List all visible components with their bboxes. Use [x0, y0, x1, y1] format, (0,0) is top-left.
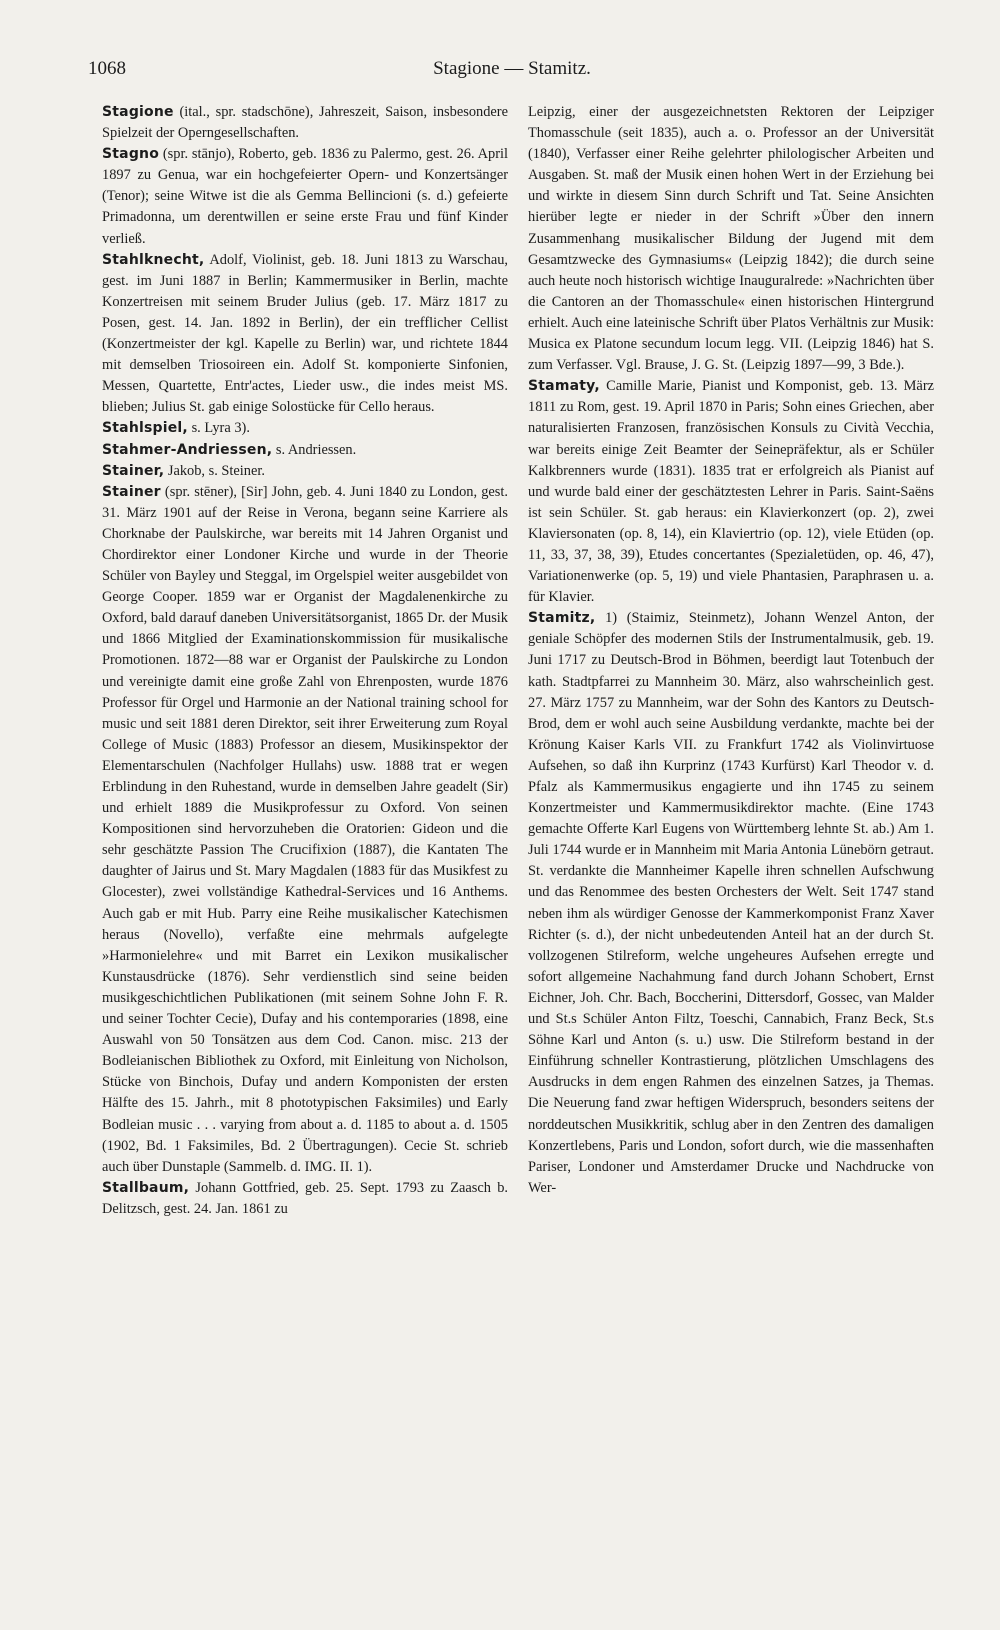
dictionary-entry: [102, 482, 508, 1178]
entry-headword: Stamaty,: [528, 378, 600, 395]
entry-headword: Stahlspiel,: [102, 420, 188, 437]
dictionary-entry: [528, 102, 934, 376]
dictionary-entry: [528, 376, 934, 608]
entry-text: (ital., spr. stadschōne), Jahreszeit, Saison, insbesondere Spielzeit der Operngesellschaften.: [102, 104, 508, 142]
entry-text: (spr. stānjo), Roberto, geb. 1836 zu Palermo, gest. 26. April 1897 zu Genua, war ein hochgefeierter Opern- und Konzertsänger (Tenor); seine Witwe ist die als Gemma Bellincioni (s. d.) gefeierte Primadonna, um derentwillen er seine erste Frau und fünf Kinder verließ.: [102, 146, 508, 247]
entry-headword: Stainer: [102, 483, 161, 500]
entry-text: s. Lyra 3).: [187, 420, 250, 437]
page-number: 1068: [88, 58, 126, 79]
entry-text: Camille Marie, Pianist und Komponist, geb. 13. März 1811 zu Rom, gest. 19. April 1870 in Paris; Sohn eines Griechen, aber naturalisierten Franzosen, französischen Konsuls zu Cività Vecchia, war bereits einige Zeit Beamter der Seinepräfektur, als er Schüler Kalkbrenners wurde (1831). 1835 trat er erfolgreich als Pianist auf und wurde bald einer der geschätztesten Lehrer in Paris. Saint-Saëns ist sein Schüler. St. gab heraus: ein Klavierkonzert (op. 2), zwei Klaviersonaten (op. 8, 14), ein Klaviertrio (op. 12), viele Etüden (op. 11, 33, 37, 38, 39), Etudes concertantes (Spezialetüden, op. 46, 47), Variationenwerke (op. 5, 19) und viele Phantasien, Paraphrasen u. a. für Klavier.: [528, 378, 934, 606]
dictionary-entry: [528, 608, 934, 1199]
dictionary-entry: [102, 440, 508, 461]
entry-text: (spr. stēner), [Sir] John, geb. 4. Juni 1840 zu London, gest. 31. März 1901 auf der Reise in Verona, begann seine Karriere als Chorknabe der Paulskirche, war bereits mit 14 Jahren Organist und Chordirektor einer Londoner Kirche und wurde in der Theorie Schüler von Bayley und Steggal, im Orgelspiel weiter ausgebildet von George Cooper. 1859 war er Organist der Magdalenenkirche zu Oxford, bald darauf daneben Universitätsorganist, 1865 Dr. der Musik und 1866 Mitglied der Examinationskommission für musikalische Promotionen. 1872—88 war er Organist der Paulskirche zu London und vereinigte damit eine große Zahl von Ehrenposten, wurde 1876 Professor für Orgel und Harmonie an der National training school for music und seit 1881 deren Direktor, seit ihrer Erweiterung zum Royal College of Music (1883) Professor an diesem, Musikinspektor der Elementarschulen (Nachfolger Hullahs) usw. 1888 trat er wegen Erblindung in den Ruhestand, wurde in demselben Jahre geadelt (Sir) und erhielt 1889 die Musikprofessur zu Oxford. Von seinen Kompositionen sind hervorzuheben die Oratorien: Gideon und die sehr geschätzte Passion The Crucifixion (1887), die Kantaten The daughter of Jairus und St. Mary Magdalen (1883 für das Musikfest zu Glocester), zwei vollständige Kathedral-Services und 16 Anthems. Auch gab er mit Hub. Parry eine Reihe musikalischer Katechismen heraus (Novello), verfaßte eine mehrmals aufgelegte »Harmonielehre« und mit Barret ein Lexikon musikalischer Kunstausdrücke (1876). Sehr verdienstlich sind seine beiden musikgeschichtlichen Publikationen (mit seinem Sohne John F. R. und seiner Tochter Cecie), Dufay and his contemporaries (1898, eine Auswahl von 50 Tonsätzen aus dem Cod. Canon. misc. 213 der Bodleianischen Bibliothek zu Oxford, mit Einleitung von Nicholson, Stücke von Binchois, Dufay und andern Komponisten der ersten Hälfte des 15. Jahrh., mit 8 phototypischen Faksimiles) und Early Bodleian music . . . varying from about a. d. 1185 to about a. d. 1505 (1902, Bd. 1 Faksimiles, Bd. 2 Übertragungen). Cecie St. schrieb auch über Dunstaple (Sammelb. d. IMG. II. 1).: [102, 483, 508, 1175]
entry-text: Leipzig, einer der ausgezeichnetsten Rektoren der Leipziger Thomasschule (seit 1835), auch a. o. Professor an der Universität (1840), Verfasser einer Reihe gelehrter philologischer Arbeiten und Ausgaben. St. maß der Musik einen hohen Wert in der Erziehung bei und wirkte in diesem Sinn durch Schrift und Tat. Seine Ansichten hierüber legte er nieder in der Schrift »Über den innern Zusammenhang musikalischer Bildung der Jugend mit dem Gesamtzwecke des Gymnasiums« (Leipzig 1842); die durch seine auch heute noch historisch wichtige Inauguralrede: »Nachrichten über die Cantoren an der Thomasschule« einen historischen Hintergrund erhielt. Auch eine lateinische Schrift über Platos Verhältnis zur Musik: Musica ex Platone secundum locum legg. VII. (Leipzig 1846) hat S. zum Verfasser. Vgl. Brause, J. G. St. (Leipzig 1897—99, 3 Bde.).: [528, 104, 934, 374]
entry-headword: Stahmer-Andriessen,: [102, 441, 273, 458]
entry-headword: Stallbaum,: [102, 1179, 190, 1196]
entry-text: Jakob, s. Steiner.: [164, 462, 265, 479]
dictionary-entry: [102, 144, 508, 249]
dictionary-entry: [102, 102, 508, 144]
dictionary-entry: [102, 250, 508, 419]
entry-text: s. Andriessen.: [272, 441, 357, 458]
entry-headword: Stagione: [102, 104, 174, 120]
dictionary-entry: [102, 461, 508, 482]
running-title: Stagione — Stamitz.: [433, 58, 591, 79]
right-column: [528, 102, 934, 1199]
running-header: [88, 58, 936, 88]
entry-headword: Stahlknecht,: [102, 251, 205, 268]
dictionary-entry: [102, 418, 508, 439]
dictionary-entry: [102, 1178, 508, 1220]
entry-headword: Stamitz,: [528, 610, 596, 627]
entry-text: 1) (Staimiz, Steinmetz), Johann Wenzel Anton, der geniale Schöpfer des modernen Stils der Instrumentalmusik, geb. 19. Juni 1717 zu Deutsch-Brod in Böhmen, beerdigt laut Totenbuch der kath. Stadtpfarrei zu Mannheim 30. März, also wahrscheinlich gest. 27. März 1757 zu Mannheim, war der Sohn des Kantors zu Deutsch-Brod, dem er wohl auch seine Ausbildung verdankte, machte bei der Krönung Kaiser Karls VII. zu Frankfurt 1742 als Violinvirtuose Aufsehen, so daß ihn Kurprinz (1743 Kurfürst) Karl Theodor v. d. Pfalz als Kammermusikus engagierte und ihn 1745 zu seinem Konzertmeister und Kammermusikdirektor machte. (Eine 1743 gemachte Offerte Karl Eugens von Württemberg lehnte St. ab.) Am 1. Juli 1744 wurde er in Mannheim mit Maria Antonia Lünebörn getraut. St. verdankte die Mannheimer Kapelle ihren schnellen Aufschwung und das Renommee des besten Orchesters der Welt. Seit 1747 stand neben ihm als würdiger Genosse der Kammerkomponist Franz Xaver Richter (s. d.), der nicht unbedeutenden Anteil hat an der durch St. vollzogenen Stilreform, welche ungeheures Aufsehen erregte und sofort allgemeine Nachahmung fand durch Johann Schobert, Ernst Eichner, Joh. Chr. Bach, Boccherini, Dittersdorf, Gossec, van Malder und St.s Schüler Anton Filtz, Toeschi, Cannabich, Franz Beck, St.s Söhne Karl und Anton (s. u.) usw. Die Stilreform bestand in der Einführung schneller Kontrastierung, plötzlichen Umschlagens des Ausdrucks in dem engen Rahmen des einzelnen Satzes, ja Themas. Die Neuerung fand zwar heftigen Widerspruch, besonders seitens der norddeutschen Musikkritik, schlug aber in den Zentren des damaligen Konzertlebens, Paris und London, sofort durch, wie die massenhaften Pariser, Londoner und Amsterdamer Drucke und Nachdrucke von Wer-: [528, 610, 934, 1196]
left-column: [102, 102, 508, 1220]
entry-text: Johann Gottfried, geb. 25. Sept. 1793 zu Zaasch b. Delitzsch, gest. 24. Jan. 1861 zu: [102, 1179, 508, 1217]
entry-text: Adolf, Violinist, geb. 18. Juni 1813 zu Warschau, gest. im Juni 1887 in Berlin; Kammermusiker in Berlin, machte Konzertreisen mit seinem Bruder Julius (geb. 17. März 1817 zu Posen, gest. 14. Jan. 1892 in Berlin), der ein trefflicher Cellist (Konzertmeister der kgl. Kapelle zu Berlin) war, und richtete 1844 mit demselben Triosoireen ein. Adolf St. komponierte Sinfonien, Messen, Quartette, Entr'actes, Lieder usw., die indes meist MS. blieben; Julius St. gab einige Solostücke für Cello heraus.: [102, 251, 508, 416]
entry-headword: Stainer,: [102, 462, 165, 479]
entry-headword: Stagno: [102, 146, 160, 163]
